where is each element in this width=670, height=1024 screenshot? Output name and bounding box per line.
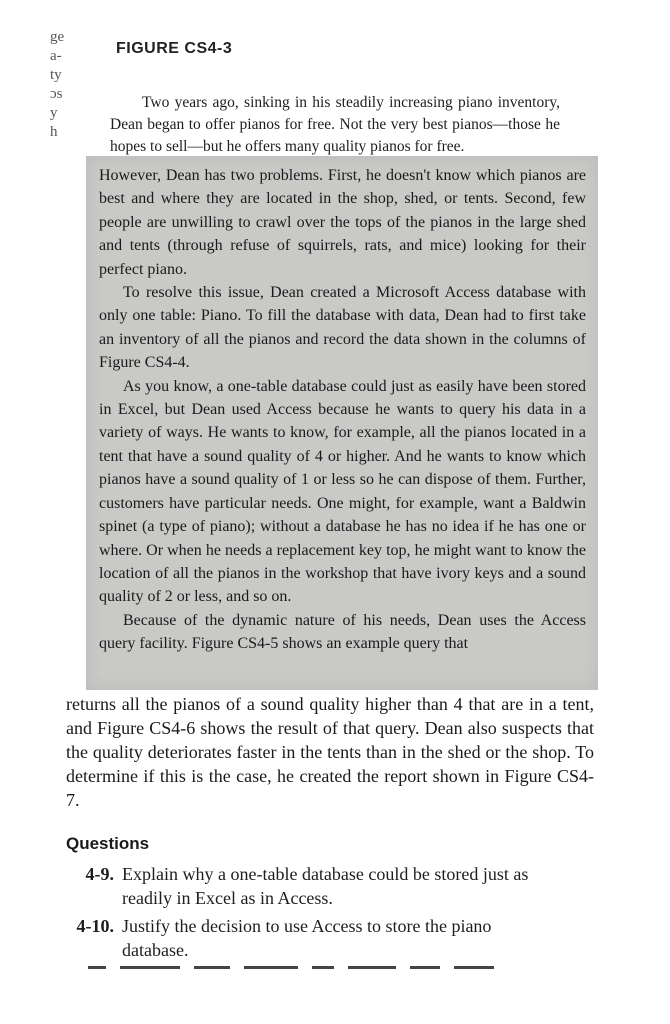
question-item xyxy=(66,914,586,962)
figure-label: FIGURE CS4-3 xyxy=(116,40,233,57)
questions-heading: Questions xyxy=(66,834,150,853)
shaded-paragraph: As you know, a one-table database could just as easily have been stored in Excel, but Dean used Access because he wants to query his data in a variety of ways. He wants to know, for example, all the pianos located in a tent that have a sound quality of 4 or higher. And he wants to know which pianos have a sound quality of 1 or less so he can dispose of them. Further, customers have particular needs. One might, for example, want a Baldwin spinet (a type of piano); without a database he has no idea if he has one or where. Or when he needs a replacement key top, he might want to know the location of all the pianos in the workshop that have ivory keys and a sound quality of 2 or less, and so on. xyxy=(99,377,586,606)
margin-fragment: ge xyxy=(50,29,65,45)
question-item xyxy=(66,862,586,910)
margin-fragment: y xyxy=(50,105,58,121)
margin-fragment: h xyxy=(50,124,58,140)
continuation-paragraph: returns all the pianos of a sound quality higher than 4 that are in a tent, and Figure CS4-6 shows the result of that query. Dean also suspects that the quality deteriorates faster in the tents than in the shed or the shop. To determine if this is the case, he created the report shown in Figure CS4-7. xyxy=(66,694,594,810)
questions-list xyxy=(66,862,586,966)
cut-off-text-line xyxy=(88,966,508,972)
question-number: 4-9. xyxy=(85,864,114,884)
shaded-paragraph: Because of the dynamic nature of his needs, Dean uses the Access query facility. Figure CS4-5 shows an example query that xyxy=(99,611,586,653)
margin-fragment: a- xyxy=(50,48,62,64)
question-number: 4-10. xyxy=(76,916,114,936)
margin-fragment: ɔs xyxy=(50,86,63,102)
margin-fragment: ty xyxy=(50,67,62,83)
intro-block xyxy=(110,92,560,158)
shaded-text-block xyxy=(99,164,586,656)
shaded-paragraph: However, Dean has two problems. First, he doesn't know which pianos are best and where they are located in the shop, shed, or tents. Second, few people are unwilling to crawl over the tops of the pianos in the large shed and tents (through refuse of squirrels, rats, and mice) looking for their perfect piano. xyxy=(99,167,586,278)
shaded-paragraph: To resolve this issue, Dean created a Microsoft Access database with only one table: Piano. To fill the database with data, Dean had to first take an inventory of all the pianos and record the data shown in the columns of Figure CS4-4. xyxy=(99,284,586,372)
continuation-block xyxy=(66,692,594,812)
margin-fragments xyxy=(50,28,90,142)
question-text: Justify the decision to use Access to store the piano database. xyxy=(122,916,492,960)
question-text: Explain why a one-table database could be stored just as readily in Excel as in Access. xyxy=(122,864,529,908)
intro-paragraph: Two years ago, sinking in his steadily increasing piano inventory, Dean began to offer pianos for free. Not the very best pianos—those he hopes to sell—but he offers many quality pianos for free. xyxy=(110,94,560,155)
